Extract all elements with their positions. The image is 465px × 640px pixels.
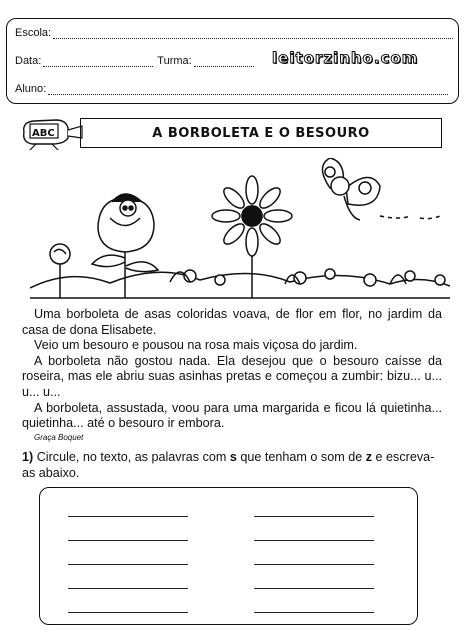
question-text-before: Circule, no texto, as palavras com — [36, 450, 227, 464]
answer-line[interactable] — [254, 540, 374, 541]
student-row — [15, 83, 448, 95]
answer-line[interactable] — [254, 588, 374, 589]
question-text-after: e escreva-as abaixo. — [22, 450, 435, 480]
answer-line[interactable] — [254, 516, 374, 517]
story-paragraph: Veio um besouro e pousou na rosa mais viçosa do jardim. — [34, 338, 358, 353]
question-text-middle: que tenham o som de — [240, 450, 363, 464]
garden-illustration — [30, 158, 450, 306]
date-row — [15, 55, 254, 67]
answer-line[interactable] — [68, 588, 188, 589]
school-row — [15, 27, 453, 39]
story-paragraph: A borboleta, assustada, voou para uma margarida e ficou lá quietinha... quietinha... até o besouro ir embora. — [22, 400, 442, 431]
student-field[interactable] — [48, 84, 448, 95]
school-label: Escola: — [15, 27, 52, 39]
class-field[interactable] — [194, 56, 254, 67]
class-label: Turma: — [157, 55, 192, 67]
answer-box — [39, 487, 418, 625]
letter-s: s — [229, 450, 237, 464]
site-brand: leitorzinho.com — [272, 49, 419, 67]
question-number: 1) — [22, 450, 34, 464]
exercise-question — [22, 449, 442, 481]
date-label: Data: — [15, 55, 42, 67]
story-paragraph: A borboleta não gostou nada. Ela desejou que o besouro caísse da roseira, mas ele abriu suas asinhas pretas e começou a zumbir: bizu... u... u... u... — [22, 353, 442, 399]
answer-line[interactable] — [68, 516, 188, 517]
svg-text:ABC: ABC — [32, 128, 55, 139]
answer-line[interactable] — [68, 612, 188, 613]
letter-z: z — [365, 450, 373, 464]
school-field[interactable] — [53, 28, 453, 39]
answer-line[interactable] — [68, 564, 188, 565]
story-title: A BORBOLETA E O BESOURO — [80, 118, 442, 148]
story-text — [22, 307, 442, 432]
answer-line[interactable] — [254, 612, 374, 613]
story-author: Graça Boquet — [34, 433, 84, 442]
answer-line[interactable] — [254, 564, 374, 565]
answer-line[interactable] — [68, 540, 188, 541]
date-field[interactable] — [43, 56, 153, 67]
airplane-icon — [16, 112, 86, 152]
student-label: Aluno: — [15, 83, 47, 95]
story-paragraph: Uma borboleta de asas coloridas voava, de flor em flor, no jardim da casa de dona Elisabete. — [22, 307, 442, 337]
